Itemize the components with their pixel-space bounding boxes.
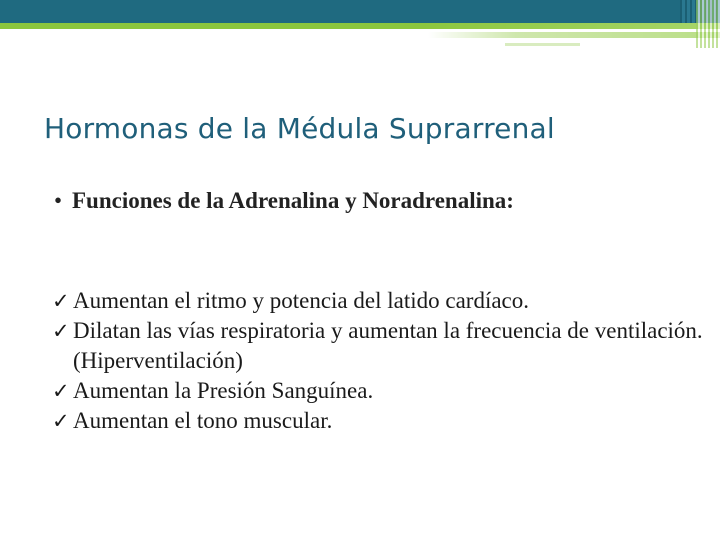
accent-stripe [428,32,720,38]
list-item [52,406,712,436]
bullet-heading [54,186,674,216]
list-item-text: Aumentan la Presión Sanguínea. [73,378,374,403]
accent-stripe-small [505,43,580,46]
checkmark-icon: ✓ [52,319,70,343]
accent-line-fade [420,23,720,29]
function-list [52,286,712,436]
accent-line [0,23,720,29]
bullet-heading-text: Funciones de la Adrenalina y Noradrenalina: [72,188,514,213]
header-bar [0,0,720,23]
list-item [52,316,712,376]
checkmark-icon: ✓ [52,379,70,403]
slide-title: Hormonas de la Médula Suprarrenal [44,112,555,145]
list-item-text: Aumentan el tono muscular. [73,408,333,433]
checkmark-icon: ✓ [52,409,70,433]
list-item [52,376,712,406]
checkmark-icon: ✓ [52,289,70,313]
bullet-dot-icon: • [54,188,63,213]
list-item-text: Aumentan el ritmo y potencia del latido cardíaco. [73,288,530,313]
list-item [52,286,712,316]
corner-decoration [696,0,720,48]
list-item-text: Dilatan las vías respiratoria y aumentan la frecuencia de ventilación. (Hiperventilación) [73,318,703,373]
